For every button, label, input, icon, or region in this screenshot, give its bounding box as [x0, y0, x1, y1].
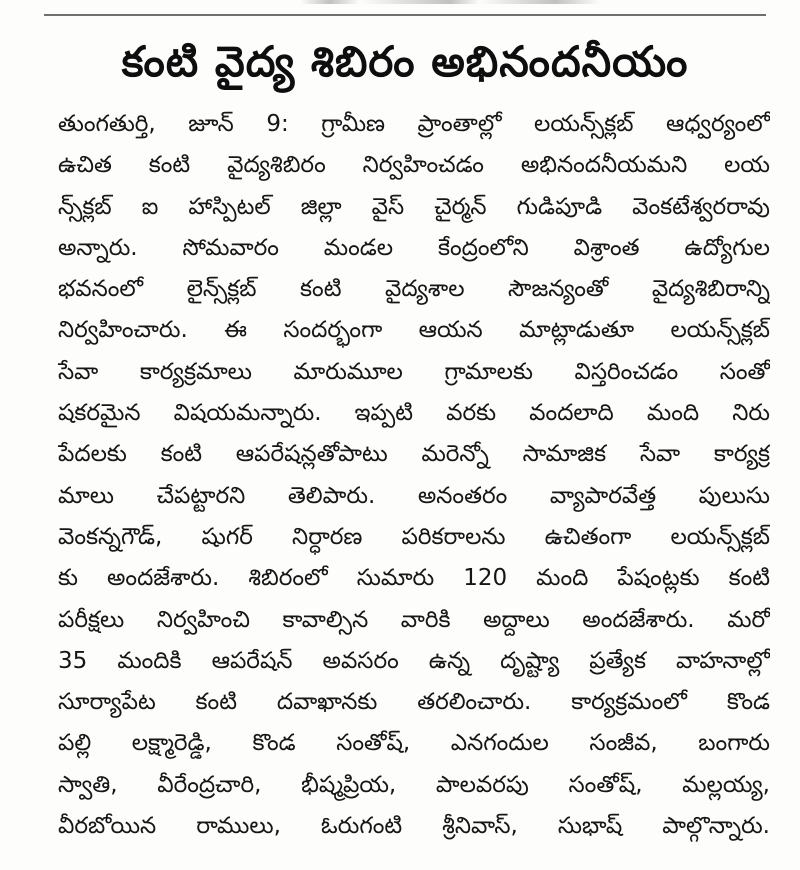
body-line-10: మాలు చేపట్టారని తెలిపారు. అనంతరం వ్యాపారవేత్త పులుసు: [58, 482, 770, 509]
body-line-16: పల్లి లక్ష్మారెడ్డి, కొండ సంతోష్, ఎనగందుల సంజీవ, బంగారు: [58, 730, 770, 757]
article-body: [58, 104, 770, 847]
body-line-13: పరీక్షలు నిర్వహించి కావాల్సిన వారికి అద్దాలు అందజేశారు. మరో: [58, 606, 770, 633]
body-line-11: వెంకన్నగౌడ్, షుగర్ నిర్ధారణ పరికరాలను ఉచితంగా లయన్స్‌క్లబ్: [58, 523, 770, 550]
body-line-4: అన్నారు. సోమవారం మండల కేంద్రంలోని విశ్రాంత ఉద్యోగుల: [58, 234, 770, 261]
body-line-17: స్వాతి, వీరేంద్రచారి, భీష్మప్రియ, పాలవరపు సంతోష్, మల్లయ్య,: [58, 771, 770, 798]
body-line-3: న్స్‌క్లబ్ ఐ హాస్పిటల్ జిల్లా వైస్ చైర్మన్ గుడిపూడి వెంకటేశ్వరరావు: [58, 193, 770, 220]
body-line-6: నిర్వహించారు. ఈ సందర్భంగా ఆయన మాట్లాడుతూ లయన్స్‌క్లబ్: [58, 317, 770, 344]
body-line-5: భవనంలో లైన్స్‌క్లబ్ కంటి వైద్యశాల సౌజన్యంతో వైద్యశిబిరాన్ని: [58, 276, 770, 303]
body-line-9: పేదలకు కంటి ఆపరేషన్లతోపాటు మరెన్నో సామాజిక సేవా కార్యక్ర: [58, 441, 770, 468]
torn-edge-remnant: [300, 0, 600, 4]
headline: కంటి వైద్య శిబిరం అభినందనీయం: [121, 37, 689, 86]
body-line-15: సూర్యాపేట కంటి దవాఖానకు తరలించారు. కార్యక్రమంలో కొండ: [58, 689, 770, 716]
body-line-12: కు అందజేశారు. శిబిరంలో సుమారు 120 మంది పేషంట్లకు కంటి: [58, 565, 770, 592]
body-line-7: సేవా కార్యక్రమాలు మారుమూల గ్రామాలకు విస్తరించడం సంతో: [58, 358, 770, 385]
body-line-18: వీరబోయిన రాములు, ఓరుగంటి శ్రీనివాస్, సుభాష్ పాల్గొన్నారు.: [58, 813, 770, 840]
body-line-2: ఉచిత కంటి వైద్యశిబిరం నిర్వహించడం అభినందనీయమని లయ: [58, 152, 770, 179]
body-line-8: షకరమైన విషయమన్నారు. ఇప్పటి వరకు వందలాది మంది నిరు: [58, 400, 770, 427]
body-line-14: 35 మందికి ఆపరేషన్ అవసరం ఉన్న దృష్ట్యా ప్రత్యేక వాహనాల్లో: [58, 647, 770, 674]
top-rule: [44, 14, 766, 16]
body-line-1: తుంగతుర్తి, జూన్ 9: గ్రామీణ ప్రాంతాల్లో లయన్స్‌క్లబ్ ఆధ్వర్యంలో: [58, 111, 770, 137]
